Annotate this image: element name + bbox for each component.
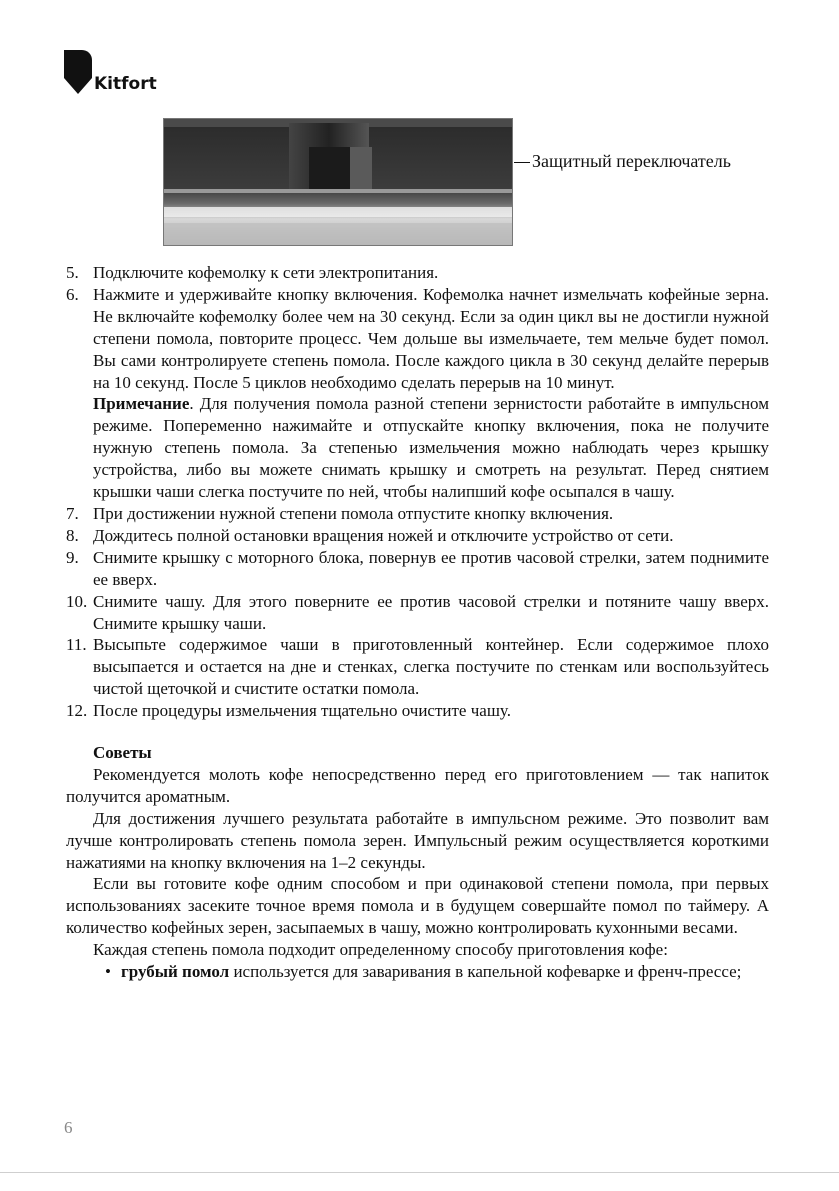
steps-list — [66, 262, 769, 393]
tips-paragraph: Если вы готовите кофе одним способом и при одинаковой степени помола, при первых использованиях засеките точное время помола и в будущем совершайте помол по таймеру. А количество кофейных зерен, засыпаемых в чашу, можно контролировать кухонными весами. — [66, 874, 769, 938]
steps-list-continued — [66, 503, 769, 722]
list-item: 5. Подключите кофемолку к сети электропитания. — [66, 263, 439, 282]
instructions-content — [66, 262, 769, 983]
callout-line — [514, 162, 530, 163]
guard-switch-label: Защитный переключатель — [532, 151, 731, 171]
list-item: 12. После процедуры измельчения тщательно очистите чашу. — [66, 701, 511, 721]
page-number: 6 — [64, 1118, 73, 1137]
bullet-icon: • — [105, 962, 111, 982]
note-label: Примечание — [93, 394, 190, 414]
tips-paragraph: Для достижения лучшего результата работайте в импульсном режиме. Это позволит вам лучше контролировать степень помола зерен. Импульсный режим осуществляется короткими нажатиями на кнопку включения на 1–2 секунды. — [66, 808, 769, 872]
list-item: 7. При достижении нужной степени помола отпустите кнопку включения. — [66, 503, 614, 523]
list-item: • грубый помол используется для заваривания в капельной кофеварке и френч-прессе; — [105, 962, 742, 982]
photo-image — [164, 119, 513, 246]
tips-paragraph: Рекомендуется молоть кофе непосредственно перед его приготовлением — так напиток получится ароматным. — [66, 764, 769, 806]
brand-name: Kitfort — [94, 74, 157, 94]
grind-type-name: грубый помол — [121, 962, 230, 982]
tips-paragraph: Каждая степень помола подходит определенному способу приготовления кофе: — [93, 940, 668, 960]
list-item: 11. Высыпьте содержимое чаши в приготовленный контейнер. Если содержимое плохо высыпается и остается на дне и стенках, слегка постучите по стенкам или воспользуйтесь чистой щеточкой и счистите остатки помола. — [66, 635, 769, 699]
kitfort-logo-icon — [64, 50, 92, 94]
list-item: 10. Снимите чашу. Для этого поверните ее против часовой стрелки и потяните чашу вверх. Снимите крышку чаши. — [66, 591, 769, 633]
kitfort-logo — [64, 46, 174, 102]
guard-switch-photo — [163, 118, 513, 246]
list-item: 8. Дождитесь полной остановки вращения ножей и отключите устройство от сети. — [66, 525, 674, 545]
grind-types-list — [66, 961, 769, 983]
note-paragraph: Примечание. Для получения помола разной степени зернистости работайте в импульсном режиме. Попеременно нажимайте и отпускайте кнопку включения, пока не получите нужную степень помола. За степенью измельчения можно наблюдать через крышку устройства, либо вы можете снимать крышку и смотреть на результат. Перед снятием крышки чаши слегка постучите по ней, чтобы налипший кофе осыпался в чашу. — [93, 394, 769, 502]
page-bottom-divider — [0, 1172, 839, 1173]
tips-heading: Советы — [93, 743, 152, 763]
list-item: 6. Нажмите и удерживайте кнопку включения. Кофемолка начнет измельчать кофейные зерна. Не включайте кофемолку более чем на 30 секунд. Если за один цикл вы не достигли нужной степени помола, повторите процесс. Чем дольше вы измельчаете, тем мельче будет помол. Вы сами контролируете степень помола. После каждого цикла в 30 секунд делайте перерыв на 10 секунд. После 5 циклов необходимо сделать перерыв на 10 минут. — [66, 284, 769, 392]
list-item: 9. Снимите крышку с моторного блока, повернув ее против часовой стрелки, затем поднимите ее вверх. — [66, 547, 769, 589]
